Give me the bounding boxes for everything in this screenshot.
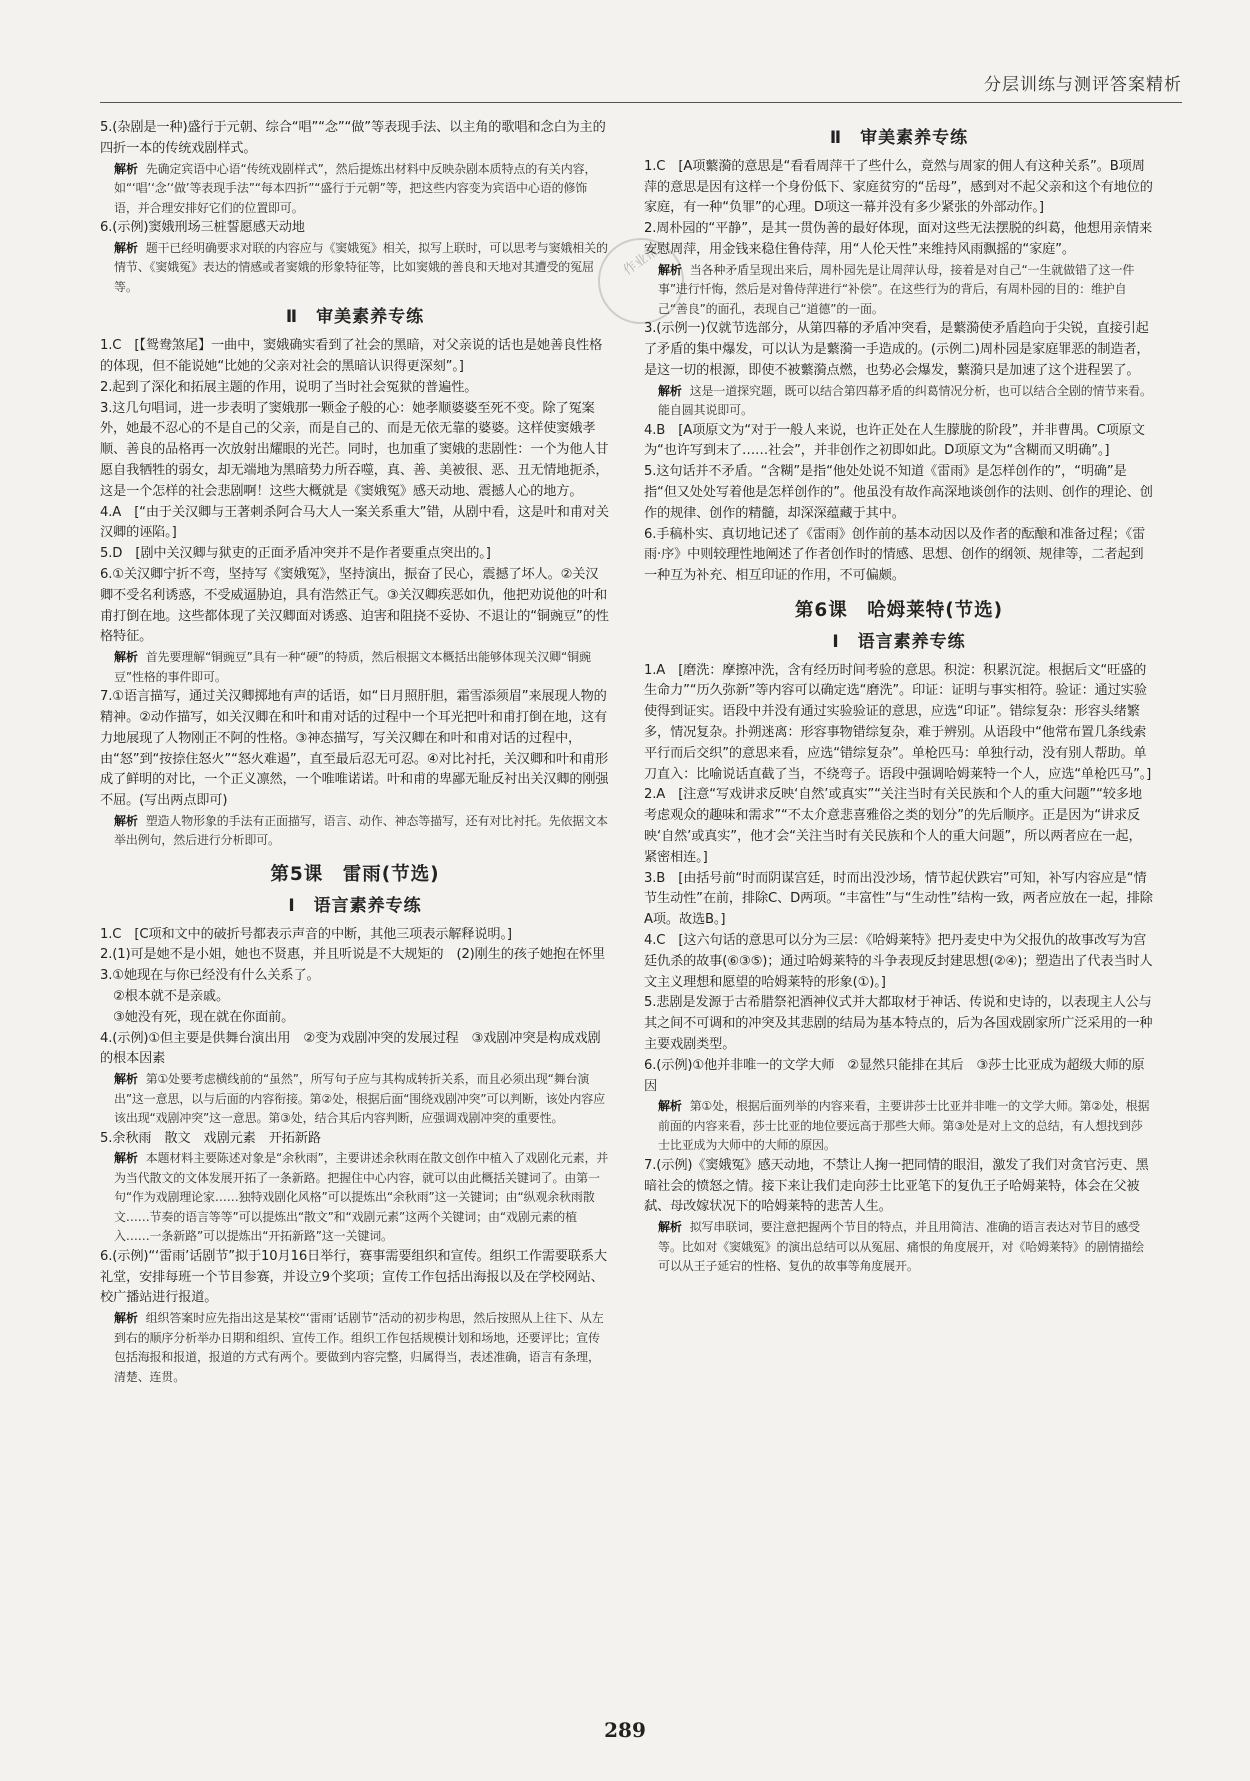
explanation-text: 拟写串联词，要注意把握两个节目的特点，并且用简洁、准确的语言表达对节目的感受等。比如对《窦娥冤》的演出总结可以从冤屈、痛恨的角度展开，对《哈姆莱特》的剧情描绘可以从王子延宕的性格、复仇的故事等角度展开。 <box>658 1220 1144 1274</box>
explanation-label: 解析 <box>114 813 138 828</box>
running-header: 分层训练与测评答案精析 <box>984 75 1182 95</box>
answer-item: 3.(示例一)仅就节选部分，从第四幕的矛盾冲突看，是蘩漪使矛盾趋向于尖锐，直接引起了矛盾的集中爆发，可以认为是蘩漪一手造成的。(示例二)周朴园是家庭罪恶的制造者，是这一切的根源，即使不被蘩漪点燃，也势必会爆发，蘩漪只是加速了这个进程罢了。 <box>644 321 1150 378</box>
explanation-text: 首先要理解“铜豌豆”具有一种“硬”的特质，然后根据文本概括出能够体现关汉卿“铜豌豆”性格的事件即可。 <box>114 650 591 684</box>
answer-item: 3.①她现在与你已经没有什么关系了。 <box>100 968 320 984</box>
explanation <box>100 1309 610 1387</box>
explanation-text: 第①处要考虑横线前的“虽然”，所写句子应与其构成转折关系，而且必须出现“舞台演出”这一意思，以与后面的内容衔接。第②处，根据后面“围绕戏剧冲突”可以判断，该处内容应该出现“戏剧冲突”这一意思。第③处，结合其后内容判断，应强调戏剧冲突的重要性。 <box>114 1072 605 1126</box>
explanation-label: 解析 <box>114 650 138 665</box>
explanation-label: 解析 <box>114 161 138 176</box>
explanation-text: 先确定宾语中心语“传统戏剧样式”，然后提炼出材料中反映杂剧本质特点的有关内容，如“‘唱’‘念’‘做’等表现手法”“每本四折”“盛行于元朝”等，把这些内容变为宾语中心语的修饰语，并合理安排好它们的位置即可。 <box>114 161 597 215</box>
explanation-label: 解析 <box>114 1072 138 1087</box>
explanation <box>644 382 1154 421</box>
section-heading: Ⅰ 语言素养专练 <box>832 631 966 652</box>
section-heading: Ⅰ 语言素养专练 <box>288 895 422 916</box>
watermark-stamp-text: 作业帮 <box>620 243 662 279</box>
explanation <box>100 1149 610 1247</box>
answer-item: 1.A [磨洗：摩擦冲洗，含有经历时间考验的意思。积淀：积累沉淀。根据后文“旺盛的生命力”“历久弥新”等内容可以确定选“磨洗”。印证：证明与事实相符。验证：通过实验使得到证实。语段中并没有通过实验验证的意思，应选“印证”。错综复杂：形容头绪繁多，情况复杂。扑朔迷离：形容事物错综复杂，难于辨别。从语段中“他常布置几条线索平行而后交织”的意思来看，应选“错综复杂”。单枪匹马：单独行动，没有别人帮助。单刀直入：比喻说话直截了当，不绕弯子。语段中强调哈姆莱特一个人，应选“单枪匹马”。] <box>644 662 1152 782</box>
answer-item: ③她没有死，现在就在你面前。 <box>100 1009 295 1025</box>
answer-item: 3.这几句唱词，进一步表明了窦娥那一颗金子般的心：她孝顺婆婆至死不变。除了冤案外，她最不忍心的不是自己的父亲，而是自己的、而是无依无靠的婆婆。这样使窦娥孝顺、善良的品格再一次放射出耀眼的光芒。同时，也加重了窦娥的悲剧性：一个为他人甘愿自我牺牲的弱女，却无端地为黑暗势力所吞噬，真、善、美被很、恶、丑无情地扼杀，这是一个怎样的社会悲剧啊！这些大概就是《窦娥冤》感天动地、震撼人心的地方。 <box>100 400 609 499</box>
explanation-label: 解析 <box>114 1311 138 1326</box>
answer-item: 6.①关汉卿宁折不弯，坚持写《窦娥冤》，坚持演出，振奋了民心，震撼了坏人。②关汉卿不受名利诱惑，不受威逼胁迫，具有浩然正气。③关汉卿疾恶如仇，他把劝说他的叶和甫打倒在地。这些都体现了关汉卿面对诱惑、迫害和阻挠不妥协、不退让的“铜豌豆”的性格特征。 <box>100 566 609 645</box>
answer-item: ②根本就不是亲戚。 <box>100 988 230 1004</box>
section-heading: Ⅱ 审美素养专练 <box>285 307 425 328</box>
explanation-text: 本题材料主要陈述对象是“余秋雨”，主要讲述余秋雨在散文创作中植入了戏剧化元素，并为当代散文的文体发展开拓了一条新路。把握住中心内容，就可以由此概括关键词了。由第一句“作为戏剧理论家……独特戏剧化风格”可以提炼出“余秋雨”这一关键词；由“纵观余秋雨散文……节奏的语言等等”可以提炼出“散文”和“戏剧元素”这两个关键词；由“戏剧元素的植入……一条新路”可以提炼出“开拓新路”这一关键词。 <box>114 1151 609 1244</box>
page-number: 289 <box>604 1718 646 1742</box>
explanation <box>100 648 610 687</box>
explanation-text: 组织答案时应先指出这是某校“‘雷雨’话剧节”活动的初步构思，然后按照从上往下、从左到右的顺序分析举办日期和组织、宣传工作。组织工作包括规模计划和场地，还要评比；宣传包括海报和报道，报道的方式有两个。要做到内容完整，归属得当，表述准确，语言有条理，清楚、连贯。 <box>114 1311 604 1384</box>
answer-item: 3.B [由括号前“时而阴谋宫廷，时而出没沙场，情节起伏跌宕”可知，补写内容应是“情节生动性”在前，排除C、D两项。“丰富性”与“生动性”结构一致，两者应放在一起，排除A项。故选B。] <box>644 870 1153 928</box>
answer-item: 4.B [A项原文为“对于一般人来说，也许正处在人生朦胧的阶段”，并非曹禺。C项原文为“也许写到末了……社会”，并非创作之初即如此。D项原文为“含糊而又明确”。] <box>644 422 1145 459</box>
answer-item: 4.C [这六句话的意思可以分为三层：《哈姆莱特》把丹麦史中为父报仇的故事改写为宫廷仇杀的故事(⑥③⑤)；通过哈姆莱特的斗争表现反封建思想(②④)；塑造出了代表当时人文主义理想和愿望的哈姆莱特的形象(①)。] <box>644 933 1153 990</box>
answer-item: 5.D [剧中关汉卿与狱吏的正面矛盾冲突并不是作者要重点突出的。] <box>100 546 491 562</box>
explanation <box>100 160 610 219</box>
answer-item: 5.(杂剧是一种)盛行于元朝、综合“唱”“念”“做”等表现手法、以主角的歌唱和念白为主的四折一本的传统戏剧样式。 <box>100 120 606 156</box>
explanation-text: 当各种矛盾呈现出来后，周朴园先是让周萍认母，接着是对自己“一生就做错了这一件事”进行忏悔，然后是对鲁侍萍进行“补偿”。在这些行为的背后，有周朴园的目的：维护自己“善良”的面孔，表现自己“道德”的一面。 <box>658 262 1135 316</box>
explanation-label: 解析 <box>658 262 682 277</box>
explanation <box>100 239 610 298</box>
answer-item: 2.起到了深化和拓展主题的作用，说明了当时社会冤狱的普遍性。 <box>100 379 478 395</box>
explanation-label: 解析 <box>114 1151 138 1166</box>
left-column <box>100 118 610 1387</box>
answer-item: 6.(示例)“‘雷雨’话剧节”拟于10月16日举行，赛事需要组织和宣传。组织工作需要联系大礼堂，安排每班一个节目参赛，并设立9个奖项；宣传工作包括出海报以及在学校网站、校广播站进行报道。 <box>100 1248 607 1306</box>
explanation <box>644 1097 1154 1156</box>
explanation-text: 这是一道探究题，既可以结合第四幕矛盾的纠葛情况分析，也可以结合全剧的情节来看。能自圆其说即可。 <box>658 383 1152 418</box>
answer-item: 4.(示例)①但主要是供舞台演出用 ②变为戏剧冲突的发展过程 ③戏剧冲突是构成戏剧的根本因素 <box>100 1030 601 1067</box>
answer-item: 1.C [【鸳鸯煞尾】一曲中，窦娥确实看到了社会的黑暗，对父亲说的话也是她善良性格的体现，但不能说她“比她的父亲对社会的黑暗认识得更深刻”。] <box>100 338 603 374</box>
explanation-label: 解析 <box>658 1099 682 1114</box>
explanation-label: 解析 <box>658 1220 682 1235</box>
section-heading: Ⅱ 审美素养专练 <box>829 128 969 148</box>
right-column <box>644 118 1154 1277</box>
answer-item: 6.(示例)①他并非唯一的文学大师 ②显然只能排在其后 ③莎士比亚成为超级大师的原因 <box>644 1057 1145 1094</box>
answer-item: 1.C [A项蘩漪的意思是“看看周萍干了些什么，竟然与周家的佣人有这种关系”。B项周萍的意思是因有这样一个身份低下、家庭贫穷的“岳母”，感到对不起父亲和这个有地位的家庭，有一种“负罪”的心理。D项这一幕并没有多少紧张的外部动作。] <box>644 158 1153 216</box>
answer-item: 1.C [C项和文中的破折号都表示声音的中断，其他三项表示解释说明。] <box>100 926 512 942</box>
answer-item: 5.余秋雨 散文 戏剧元素 开拓新路 <box>100 1130 321 1146</box>
answer-item: 4.A [“由于关汉卿与王著刺杀阿合马大人一案关系重大”错，从剧中看，这是叶和甫对关汉卿的诬陷。] <box>100 504 609 541</box>
explanation-label: 解析 <box>658 383 682 398</box>
explanation-label: 解析 <box>114 240 138 255</box>
answer-item: 6.手稿朴实、真切地记述了《雷雨》创作前的基本动因以及作者的酝酿和准备过程；《雷雨·序》中则较理性地阐述了作者创作时的情感、思想、创作的纲领、规律等，二者起到一种互为补充、相互印证的作用，不可偏颇。 <box>644 526 1146 584</box>
answer-item: 2.周朴园的“平静”，是其一贯伪善的最好体现，面对这些无法摆脱的纠葛，他想用亲情来安慰周萍，用金钱来稳住鲁侍萍，用“人伦天性”来维持风雨飘摇的“家庭”。 <box>644 221 1153 257</box>
explanation-text: 塑造人物形象的手法有正面描写，语言、动作、神态等描写，还有对比衬托。先依据文本举出例句，然后进行分析即可。 <box>114 813 608 848</box>
lesson-title: 第6课 哈姆莱特(节选) <box>794 600 1004 622</box>
explanation-text: 题干已经明确要求对联的内容应与《窦娥冤》相关，拟写上联时，可以思考与窦娥相关的情节、《窦娥冤》表达的情感或者窦娥的形象特征等，比如窦娥的善良和天地对其遭受的冤屈等。 <box>114 240 608 294</box>
explanation <box>100 812 610 851</box>
answer-item: 2.(1)可是她不是小姐，她也不贤惠，并且听说是不大规矩的 (2)刚生的孩子她抱在怀里 <box>100 947 606 963</box>
answer-item: 5.悲剧是发源于古希腊祭祀酒神仪式并大都取材于神话、传说和史诗的，以表现主人公与其之间不可调和的冲突及其悲剧的结局为基本特点的，后为各国戏剧家所广泛采用的一种主要戏剧类型。 <box>644 995 1153 1052</box>
answer-item: 7.(示例)《窦娥冤》感天动地，不禁让人掬一把同情的眼泪，激发了我们对贪官污吏、黑暗社会的愤怒之情。接下来让我们走向莎士比亚笔下的复仇王子哈姆莱特，体会在父被弑、母改嫁状况下的哈姆莱特的悲苦人生。 <box>644 1157 1149 1215</box>
lesson-title: 第5课 雷雨(节选) <box>270 863 440 885</box>
answer-item: 2.A [注意“写戏讲求反映‘自然’或真实”“关注当时有关民族和个人的重大问题”“较多地考虑观众的趣味和需求”“不太介意悲喜雅俗之类的划分”的先后顺序。正是因为“讲求反映‘自然’或真实”，他才会“关注当时有关民族和个人的重大问题”，所以两者应在一起，紧密相连。] <box>644 787 1142 865</box>
explanation <box>644 1218 1154 1277</box>
answer-item: 5.这句话并不矛盾。“含糊”是指“他处处说不知道《雷雨》是怎样创作的”，“明确”是指“但又处处写着他是怎样创作的”。他虽没有故作高深地谈创作的法则、创作的理论、创作的规律、创作的精髓，却深深蕴藏于其中。 <box>644 464 1153 521</box>
answer-item: 7.①语言描写，通过关汉卿掷地有声的话语，如“日月照肝胆，霜雪添须眉”来展现人物的精神。②动作描写，如关汉卿在和叶和甫对话的过程中一个耳光把叶和甫打倒在地，这有力地展现了人物刚正不阿的性格。③神态描写，写关汉卿在和叶和甫对话的过程中，由“怒”到“按捺住怒火”“怒火难遏”，直至最后忍无可忍。④对比衬托，关汉卿和叶和甫形成了鲜明的对比，一个正义凛然，一个唯唯诺诺。叶和甫的卑鄙无耻反衬出关汉卿的刚强不屈。(写出两点即可) <box>100 689 609 809</box>
answer-item: 6.(示例)窦娥刑场三桩誓愿感天动地 <box>100 220 305 236</box>
header-rule <box>100 102 1182 103</box>
explanation-text: 第①处，根据后面列举的内容来看，主要讲莎士比亚并非唯一的文学大师。第②处，根据前面的内容来看，莎士比亚的地位要远高于那些大师。第③处是对上文的总结，有人想找到莎士比亚成为大师中的大师的原因。 <box>658 1099 1150 1153</box>
explanation <box>644 261 1154 320</box>
explanation <box>100 1070 610 1129</box>
